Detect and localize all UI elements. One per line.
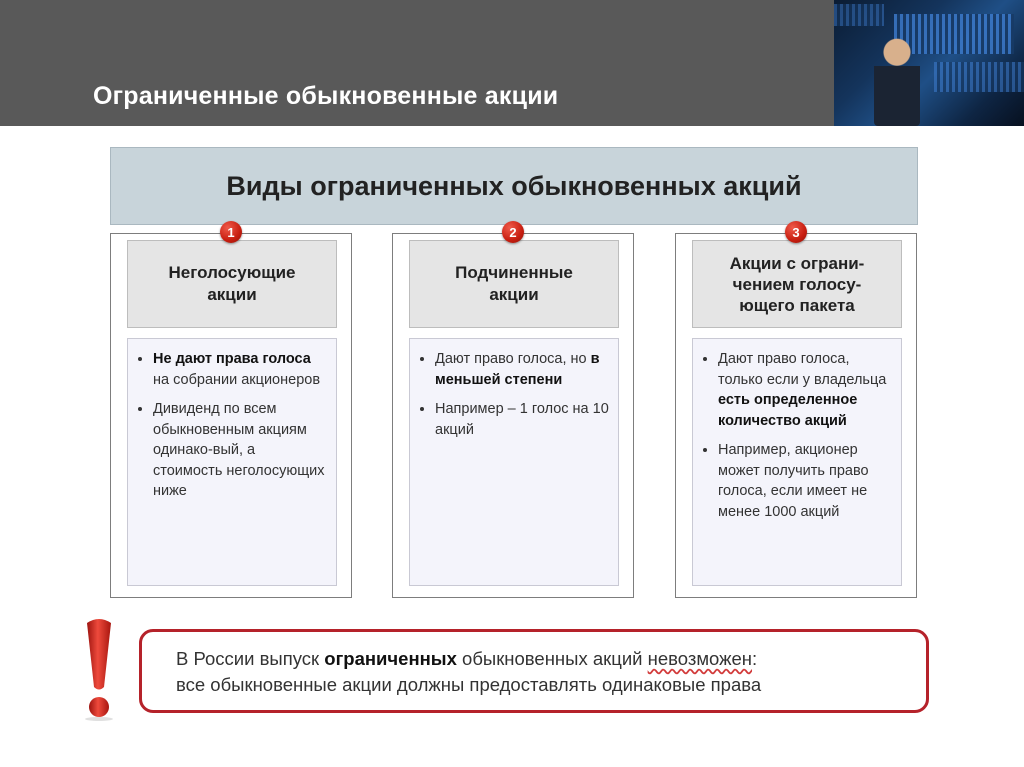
list-item: • Дают право голоса, но в меньшей степени xyxy=(435,349,610,390)
stock-exchange-photo xyxy=(834,0,1024,126)
types-banner xyxy=(110,147,918,225)
column-body xyxy=(127,338,337,586)
column-heading xyxy=(127,240,337,328)
number-badge-3: 3 xyxy=(785,221,807,243)
notice-line-2: все обыкновенные акции должны предоставлять одинаковые права xyxy=(176,674,762,695)
notice-line-1: В России выпуск ограниченных обыкновенных акций невозможен: xyxy=(176,648,758,669)
column-body xyxy=(692,338,902,586)
heading-line: Акции с ограни- xyxy=(729,253,865,273)
number-badge-2: 2 xyxy=(502,221,524,243)
russia-notice-box xyxy=(139,629,929,713)
list-item: • Дивиденд по всем обыкновенным акциям одинако-вый, а стоимость неголосующих ниже xyxy=(153,399,328,502)
slide-header xyxy=(0,0,1024,126)
heading-line: акции xyxy=(489,285,539,304)
heading-line: чением голосу- xyxy=(732,274,862,294)
column-body xyxy=(409,338,619,586)
column-subordinate-shares xyxy=(392,224,634,598)
banner-title: Виды ограниченных обыкновенных акций xyxy=(226,170,802,201)
column-nonvoting-shares xyxy=(110,224,352,598)
heading-line: акции xyxy=(207,285,257,304)
heading-line: Неголосующие xyxy=(168,263,296,282)
column-heading xyxy=(692,240,902,328)
heading-line: Подчиненные xyxy=(455,263,573,282)
column-limited-voting-shares xyxy=(675,224,917,598)
exclamation-icon xyxy=(82,617,116,721)
heading-line: ющего пакета xyxy=(739,295,855,315)
number-badge-1: 1 xyxy=(220,221,242,243)
slide-title: Ограниченные обыкновенные акции xyxy=(93,82,559,110)
column-heading xyxy=(409,240,619,328)
list-item: • Дают право голоса, только если у владельца есть определенное количество акций xyxy=(718,349,893,431)
list-item: • Например, акционер может получить право голоса, если имеет не менее 1000 акций xyxy=(718,440,893,522)
list-item: • Не дают права голоса на собрании акционеров xyxy=(153,349,328,390)
list-item: • Например – 1 голос на 10 акций xyxy=(435,399,610,440)
